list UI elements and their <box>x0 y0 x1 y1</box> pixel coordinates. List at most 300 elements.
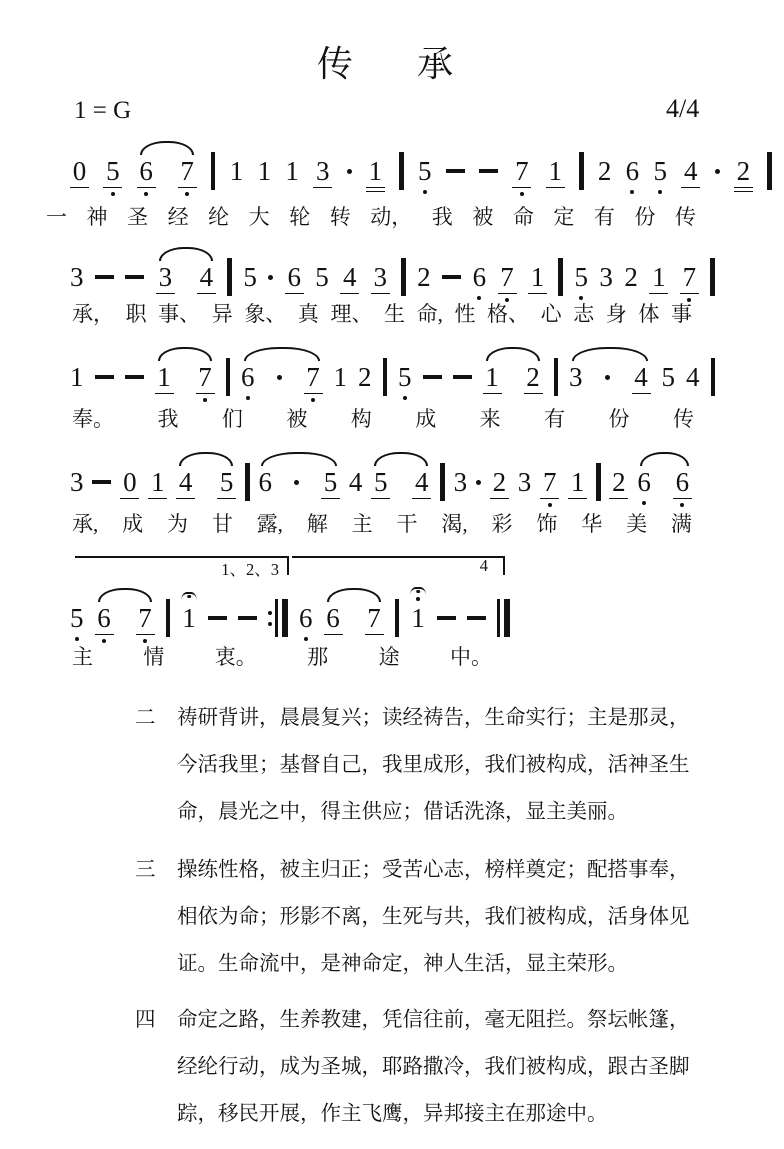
barline <box>226 346 231 406</box>
note <box>371 246 390 306</box>
note-digit: 5 <box>398 361 412 392</box>
note-digit: 7 <box>180 155 194 186</box>
verse-line: 经纶行动，成为圣城，耶路撒冷，我们被构成，跟古圣脚 <box>177 1056 690 1078</box>
octave-down-dot <box>111 192 115 196</box>
lyric-syllable: 传 <box>672 407 694 431</box>
note <box>568 451 587 511</box>
note-digit: 1 <box>70 361 84 392</box>
lyric-syllable: 甘 <box>211 512 233 536</box>
beam-underline <box>681 187 700 188</box>
note-digit: 4 <box>348 466 363 497</box>
verse-line: 今活我里；基督自己，我里成形，我们被构成，活神圣生 <box>177 754 690 776</box>
lyric-syllable: 经 <box>167 205 189 229</box>
note-digit: 3 <box>599 261 613 292</box>
note-digit: 6 <box>258 466 272 497</box>
note-digit: 2 <box>624 261 638 292</box>
note-digit: 5 <box>574 261 588 292</box>
note <box>546 140 565 200</box>
note-digit: 7 <box>367 602 381 633</box>
note-digit: 2 <box>736 155 751 186</box>
note <box>574 246 588 306</box>
beam-underline <box>524 393 543 394</box>
beam-underline <box>366 191 385 192</box>
note-digit: 7 <box>500 261 514 292</box>
note <box>624 246 638 306</box>
barline-mark <box>211 152 216 190</box>
barline-mark <box>227 258 232 296</box>
lyric-syllable: 命, <box>416 302 443 326</box>
octave-down-dot <box>246 396 250 400</box>
note <box>609 451 628 511</box>
barline-mark <box>558 258 563 296</box>
dash-mark <box>208 616 227 621</box>
augmentation-dot <box>294 451 299 511</box>
volta-label-4: 4 <box>479 556 488 575</box>
note-digit: 5 <box>243 261 257 292</box>
lyric-syllable: 构 <box>350 407 372 431</box>
slur-group <box>241 346 323 406</box>
note-digit: 3 <box>569 361 583 392</box>
note <box>490 451 509 511</box>
dash-mark <box>238 616 257 621</box>
lyric-syllable: 来 <box>479 407 501 431</box>
beam-underline <box>412 498 431 499</box>
augmentation-dot <box>476 451 481 511</box>
dash-mark <box>125 275 144 280</box>
octave-down-dot <box>548 503 552 507</box>
beam-underline <box>680 293 699 294</box>
barline-mark <box>440 463 445 501</box>
verse-line: 操练性格，被主归正；受苦心志，榜样奠定；配搭事奉， <box>177 859 690 881</box>
lyric-syllable: 命 <box>512 205 534 229</box>
notation-line-5 <box>70 587 510 647</box>
note <box>418 140 432 200</box>
note <box>181 587 197 647</box>
dash-mark <box>446 169 465 174</box>
duration-dash <box>442 246 461 306</box>
duration-dash <box>95 246 114 306</box>
fermata-icon <box>410 587 426 595</box>
barline <box>383 346 388 406</box>
note-digit: 5 <box>219 466 234 497</box>
verse-number: 三 <box>135 859 156 881</box>
octave-down-dot <box>658 190 662 194</box>
lyric-syllable: 象、 <box>244 302 287 326</box>
barline <box>401 246 406 306</box>
note-digit: 7 <box>138 602 152 633</box>
dash-mark <box>467 616 486 621</box>
note <box>258 451 272 511</box>
verse-number: 二 <box>135 707 156 729</box>
note <box>156 246 175 306</box>
dash-mark <box>442 275 461 280</box>
volta-bracket-1 <box>75 556 289 579</box>
note <box>637 451 651 511</box>
lyric-syllable: 解 <box>306 512 328 536</box>
note-digit: 5 <box>417 155 432 186</box>
slur-group <box>95 587 155 647</box>
slur-group <box>155 346 215 406</box>
barline <box>211 140 216 200</box>
note <box>626 140 640 200</box>
lyric-syllable: 有 <box>593 205 615 229</box>
duration-dash <box>95 346 114 406</box>
lyric-syllable: 神 <box>86 205 108 229</box>
aug-dot-mark <box>605 375 610 380</box>
note <box>349 451 363 511</box>
final-bar-mark <box>497 599 510 637</box>
lyric-syllable: 圣 <box>127 205 149 229</box>
octave-down-dot <box>144 192 148 196</box>
note-digit: 6 <box>97 602 111 633</box>
note-digit: 6 <box>287 261 302 292</box>
augmentation-dot <box>347 140 352 200</box>
aug-dot-mark <box>476 480 481 485</box>
verse-line: 踪，移民开展，作主飞鹰，异邦接主在那途中。 <box>177 1103 608 1125</box>
beam-underline <box>120 498 139 499</box>
augmentation-dot <box>715 140 720 200</box>
note-digit: 1 <box>411 602 425 633</box>
lyric-syllable: 有 <box>544 407 566 431</box>
note <box>528 246 547 306</box>
note-digit: 4 <box>415 466 429 497</box>
octave-up-dot <box>416 597 420 601</box>
lyrics-line-2 <box>72 300 692 328</box>
duration-dash <box>238 587 257 647</box>
lyric-syllable: 奉。 <box>72 407 114 431</box>
volta-label-123: 1、2、3 <box>221 560 279 579</box>
barline <box>166 587 171 647</box>
lyric-syllable: 我 <box>157 407 179 431</box>
beam-underline <box>498 293 517 294</box>
note-digit: 5 <box>315 261 329 292</box>
note <box>398 346 412 406</box>
note <box>371 451 390 511</box>
octave-down-dot <box>642 501 646 505</box>
slur-group <box>569 346 651 406</box>
lyric-syllable: 格、 <box>487 302 530 326</box>
barline <box>395 587 400 647</box>
note <box>230 140 244 200</box>
note <box>524 346 543 406</box>
beam-underline <box>632 393 651 394</box>
beam-underline <box>371 293 390 294</box>
note <box>196 346 215 406</box>
notation-line-2 <box>70 246 715 306</box>
slur-group <box>156 246 216 306</box>
note-digit: 3 <box>373 261 387 292</box>
note-digit: 1 <box>182 602 196 633</box>
beam-underline <box>95 634 114 635</box>
final-barline <box>497 587 510 647</box>
note <box>176 451 195 511</box>
note-digit: 1 <box>485 361 499 392</box>
note-digit: 3 <box>315 155 330 186</box>
note <box>498 246 517 306</box>
verse-line: 命定之路，生养教建，凭信往前，毫无阻拦。祭坛帐篷， <box>177 1009 690 1031</box>
beam-underline <box>734 191 753 192</box>
lyric-syllable: 真 <box>297 302 319 326</box>
note <box>340 246 359 306</box>
duration-dash <box>467 587 486 647</box>
note-digit: 3 <box>158 261 173 292</box>
barline-mark <box>579 152 584 190</box>
time-signature: 4/4 <box>666 94 700 123</box>
lyric-syllable: 事、 <box>158 302 201 326</box>
note-digit: 5 <box>106 155 120 186</box>
lyric-syllable: 被 <box>286 407 308 431</box>
barline-mark <box>395 599 400 637</box>
note-digit: 4 <box>684 155 698 186</box>
note <box>137 140 156 200</box>
lyric-syllable: 中。 <box>449 645 492 669</box>
lyric-syllable: 生 <box>384 302 406 326</box>
note <box>473 246 487 306</box>
lyric-syllable: 那 <box>307 645 329 669</box>
note <box>599 246 613 306</box>
lyric-syllable: 华 <box>581 512 603 536</box>
note-digit: 7 <box>198 361 212 392</box>
lyric-syllable: 干 <box>396 512 418 536</box>
notation-line-4 <box>70 451 692 511</box>
slur-group <box>371 451 431 511</box>
lyric-syllable: 饰 <box>536 512 558 536</box>
verse-text <box>177 997 689 1138</box>
note <box>540 451 559 511</box>
beam-underline <box>217 498 236 499</box>
note <box>299 587 313 647</box>
slur-group <box>176 451 236 511</box>
beam-underline <box>136 634 155 635</box>
octave-down-dot <box>630 190 634 194</box>
note-digit: 2 <box>526 361 540 392</box>
slur-group <box>324 587 384 647</box>
note-digit: 5 <box>653 155 667 186</box>
slur-group <box>137 140 197 200</box>
beam-underline <box>609 498 628 499</box>
octave-down-dot <box>75 637 79 641</box>
verse-line: 祷研背讲，晨晨复兴；读经祷告，生命实行；主是那灵， <box>177 707 690 729</box>
duration-dash <box>479 140 498 200</box>
note-digit: 6 <box>241 361 255 392</box>
lyric-syllable: 大 <box>248 205 270 229</box>
barline <box>711 346 716 406</box>
beam-underline <box>103 187 122 188</box>
beam-underline <box>156 293 175 294</box>
barline-mark <box>554 358 559 396</box>
note <box>70 587 84 647</box>
lyric-syllable: 份 <box>608 407 630 431</box>
verse-text <box>177 847 689 988</box>
duration-dash <box>446 140 465 200</box>
beam-underline <box>176 498 195 499</box>
lyric-syllable: 被 <box>472 205 494 229</box>
note-digit: 2 <box>612 466 626 497</box>
note <box>324 587 343 647</box>
note-digit: 2 <box>492 466 507 497</box>
lyric-syllable: 心 <box>540 302 562 326</box>
note-digit: 6 <box>472 261 487 292</box>
slur-group <box>258 451 340 511</box>
lyric-syllable: 我 <box>431 205 453 229</box>
note <box>598 140 612 200</box>
note-digit: 5 <box>374 466 388 497</box>
lyric-syllable: 们 <box>221 407 243 431</box>
note-digit: 1 <box>157 361 171 392</box>
lyric-syllable: 志 <box>573 302 595 326</box>
barline <box>245 451 250 511</box>
note-digit: 1 <box>570 466 585 497</box>
note <box>680 246 699 306</box>
note-digit: 6 <box>299 602 313 633</box>
verse-line: 证。生命流中，是神命定，神人生活，显主荣形。 <box>177 953 628 975</box>
beam-underline <box>137 187 156 188</box>
dash-mark <box>125 375 144 380</box>
note <box>313 140 332 200</box>
beam-underline <box>285 293 304 294</box>
duration-dash <box>92 451 111 511</box>
slur-group <box>637 451 692 511</box>
lyric-syllable: 职 <box>125 302 147 326</box>
barline-mark <box>710 258 715 296</box>
beam-underline <box>490 498 509 499</box>
note <box>512 140 531 200</box>
lyric-syllable: 满 <box>670 512 692 536</box>
note <box>70 346 84 406</box>
lyrics-line-5 <box>72 643 492 671</box>
verse-line: 命，晨光之中，得主供应；借话洗涤，显主美丽。 <box>177 801 628 823</box>
beam-underline <box>313 187 332 188</box>
note-digit: 6 <box>139 155 153 186</box>
note-digit: 6 <box>326 602 340 633</box>
aug-dot-mark <box>347 169 352 174</box>
octave-down-dot <box>304 637 308 641</box>
beam-underline <box>148 498 167 499</box>
note-digit: 3 <box>70 466 84 497</box>
lyric-syllable: 性 <box>454 302 476 326</box>
note-digit: 0 <box>72 155 87 186</box>
note-digit: 4 <box>178 466 193 497</box>
lyric-syllable: 为 <box>166 512 188 536</box>
note-digit: 5 <box>70 602 84 633</box>
lyric-syllable: 主 <box>351 512 373 536</box>
lyric-syllable: 纶 <box>208 205 230 229</box>
barline <box>710 246 715 306</box>
note-digit: 1 <box>530 261 545 292</box>
barline <box>558 246 563 306</box>
duration-dash <box>437 587 456 647</box>
beam-underline <box>649 293 668 294</box>
duration-dash <box>453 346 472 406</box>
barline-mark <box>166 599 171 637</box>
note <box>120 451 139 511</box>
beam-underline <box>483 393 502 394</box>
barline-mark <box>399 152 404 190</box>
note <box>653 140 667 200</box>
note <box>649 246 668 306</box>
repeat-end-barline <box>268 587 288 647</box>
lyric-syllable: 轮 <box>289 205 311 229</box>
note <box>197 246 216 306</box>
verse-line: 相依为命；形影不离，生死与共，我们被构成，活身体见 <box>177 906 690 928</box>
note <box>366 140 385 200</box>
octave-down-dot <box>203 398 207 402</box>
note <box>686 346 700 406</box>
lyric-syllable: 情 <box>143 645 165 669</box>
note <box>569 346 583 406</box>
note-digit: 4 <box>634 361 648 392</box>
notation-line-1 <box>70 140 772 200</box>
dash-mark <box>95 375 114 380</box>
beam-underline <box>324 634 343 635</box>
lyric-syllable: 一 <box>46 205 67 229</box>
note <box>304 346 323 406</box>
note-digit: 2 <box>358 361 372 392</box>
beam-underline <box>70 187 89 188</box>
note <box>334 346 348 406</box>
note <box>454 451 468 511</box>
dash-mark <box>453 375 472 380</box>
lyric-syllable: 渴, <box>441 512 468 536</box>
barline <box>579 140 584 200</box>
note-digit: 2 <box>417 261 431 292</box>
note-digit: 4 <box>199 261 214 292</box>
note-digit: 6 <box>675 466 690 497</box>
duration-dash <box>125 246 144 306</box>
beam-underline <box>365 634 384 635</box>
note-digit: 7 <box>306 361 320 392</box>
verse-number: 四 <box>135 1009 156 1031</box>
note <box>632 346 651 406</box>
beam-underline <box>178 187 197 188</box>
note <box>258 140 272 200</box>
note-digit: 1 <box>652 261 666 292</box>
fermata-icon <box>181 592 197 601</box>
aug-dot-mark <box>277 375 282 380</box>
beam-underline <box>340 293 359 294</box>
dash-mark <box>92 480 111 485</box>
lyric-syllable: 转 <box>329 205 351 229</box>
barline-mark <box>596 463 601 501</box>
octave-down-dot <box>311 398 315 402</box>
note-digit: 4 <box>686 361 700 392</box>
note <box>155 346 174 406</box>
augmentation-dot <box>605 346 610 406</box>
note <box>417 246 431 306</box>
barline <box>554 346 559 406</box>
dash-mark <box>423 375 442 380</box>
note <box>241 346 255 406</box>
beam-underline <box>197 293 216 294</box>
note-digit: 1 <box>257 155 272 186</box>
note <box>217 451 236 511</box>
barline-mark <box>767 152 772 190</box>
beam-underline <box>371 498 390 499</box>
note-digit: 3 <box>517 466 532 497</box>
verse-text <box>177 695 689 836</box>
note <box>285 140 299 200</box>
dash-mark <box>479 169 498 174</box>
lyrics-line-3 <box>72 405 694 433</box>
octave-down-dot <box>185 192 189 196</box>
beam-underline <box>540 498 559 499</box>
aug-dot-mark <box>715 169 720 174</box>
note-digit: 1 <box>368 155 383 186</box>
lyric-syllable: 体 <box>638 302 660 326</box>
note <box>178 140 197 200</box>
lyrics-line-1 <box>46 203 696 231</box>
lyric-syllable: 身 <box>605 302 627 326</box>
